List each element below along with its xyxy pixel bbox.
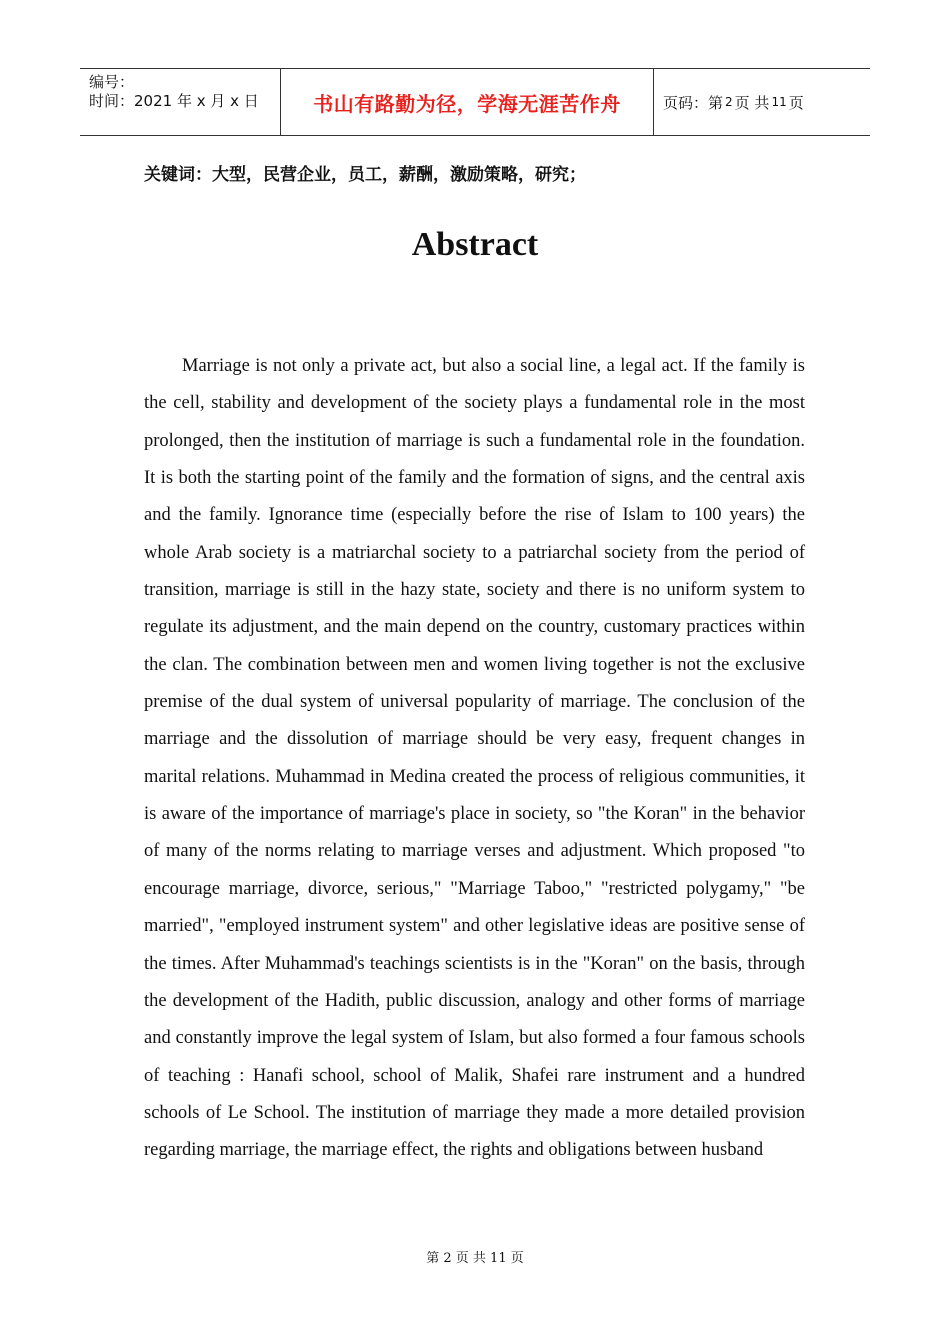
keywords-line: 关键词：大型，民营企业，员工，薪酬，激励策略，研究； bbox=[144, 165, 586, 185]
header-meta bbox=[80, 69, 281, 135]
header-motto-cell bbox=[281, 69, 654, 135]
header-page-indicator bbox=[654, 69, 870, 135]
page-total: 11 bbox=[771, 95, 787, 109]
motto-text: 书山有路勤为径，学海无涯苦作舟 bbox=[313, 91, 621, 116]
abstract-body: Marriage is not only a private act, but also a social line, a legal act. If the family is the cell, stability and development of the society plays a fundamental role in the most prolonged, then the institution of marriage is such a fundamental role in the foundation. It is both the starting point of the family and the formation of signs, and the central axis and the family. Ignorance time (especially before the rise of Islam to 100 years) the whole Arab society is a matriarchal society to a patriarchal society from the period of transition, marriage is still in the hazy state, society and there is no uniform system to regulate its adjustment, and the main depend on the country, customary practices within the clan. The combination between men and women living together is not the exclusive premise of the dual system of universal popularity of marriage. The conclusion of the marriage and the dissolution of marriage should be very easy, frequent changes in marital relations. Muhammad in Medina created the process of religious communities, it is aware of the importance of marriage's place in society, so "the Koran" in the behavior of many of the norms relating to marriage verses and adjustment. Which proposed "to encourage marriage, divorce, serious," "Marriage Taboo," "restricted polygamy," "be married", "employed instrument system" and other legislative ideas are positive sense of the times. After Muhammad's teachings scientists is in the "Koran" on the basis, through the development of the Hadith, public discussion, analogy and other forms of marriage and constantly improve the legal system of Islam, but also formed a four famous schools of teaching : Hanafi school, school of Malik, Shafei rare instrument and a hundred schools of Le School. The institution of marriage they made a more detailed provision regarding marriage, the marriage effect, the rights and obligations between husband bbox=[144, 356, 805, 1161]
page-prefix: 页码：第 bbox=[663, 93, 724, 112]
page-suffix: 页 bbox=[788, 93, 804, 112]
page-mid: 页 共 bbox=[734, 93, 770, 112]
abstract-title: Abstract bbox=[411, 226, 539, 263]
page-current: 2 bbox=[725, 95, 733, 109]
serial-label: 编号： bbox=[89, 73, 135, 91]
date-label: 时间：2021 年 x 月 x 日 bbox=[89, 92, 259, 110]
page-header bbox=[80, 68, 870, 136]
page-footer: 第 2 页 共 11 页 bbox=[426, 1251, 524, 1266]
